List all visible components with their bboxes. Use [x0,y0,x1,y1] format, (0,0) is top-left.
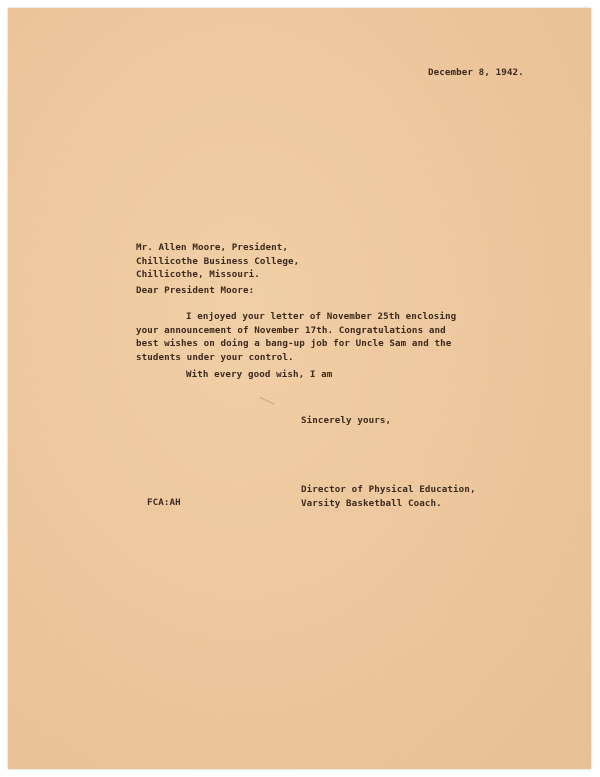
closing-paragraph: With every good wish, I am [186,369,333,380]
letter-page [8,8,591,769]
letter-date: December 8, 1942. [428,67,524,78]
paper-smudge [257,397,274,410]
address-line: Chillicothe Business College, [136,255,300,267]
signature-block [301,484,476,511]
address-line: Chillicothe, Missouri. [136,269,260,280]
body-line: I enjoyed your letter of November 25th enclosing [186,311,457,322]
address-line: Mr. Allen Moore, President, [136,242,289,253]
recipient-address [136,242,299,283]
body-line: students under your control. [136,351,294,363]
signoff: Sincerely yours, [301,415,392,426]
body-line: your announcement of November 17th. Congratulations and [136,324,446,336]
body-line: best wishes on doing a bang-up job for Uncle Sam and the [136,338,452,349]
typist-initials: FCA:AH [147,497,181,508]
signature-line: Director of Physical Education, [301,484,476,495]
letter-body [136,311,456,365]
salutation: Dear President Moore: [136,285,255,296]
signature-line: Varsity Basketball Coach. [301,497,442,509]
